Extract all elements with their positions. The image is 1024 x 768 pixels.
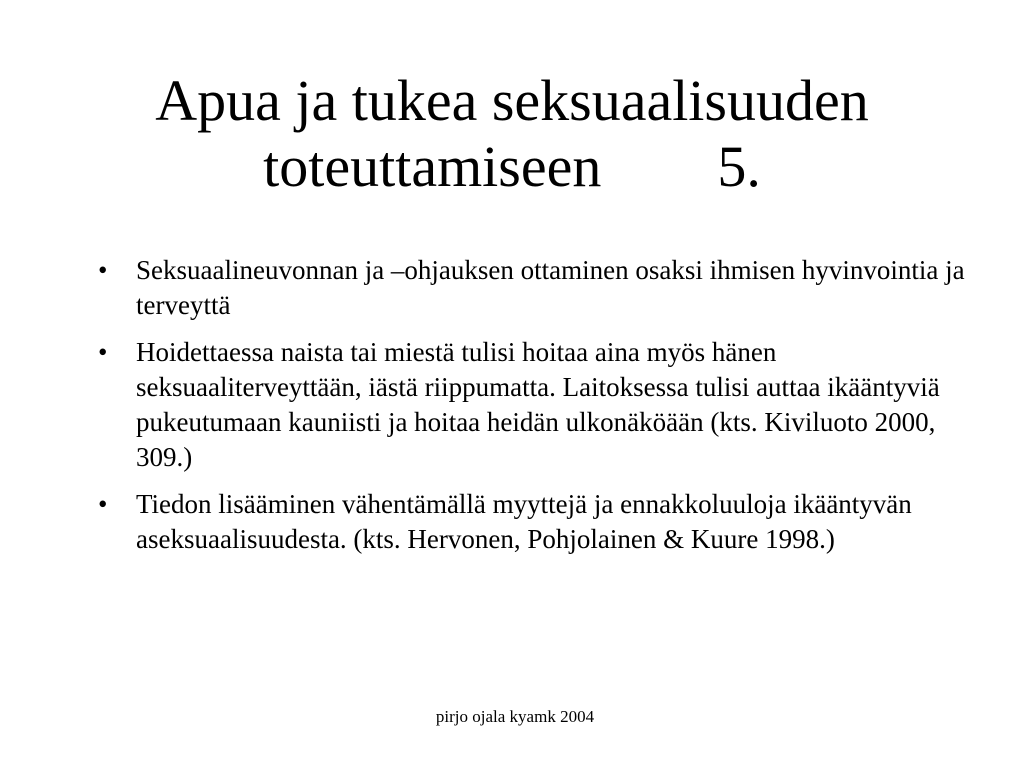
bullet-marker-1: • [98,255,108,285]
bullet-marker-2: • [98,337,108,367]
bullet-item-2 [98,335,978,475]
bullet-list [98,253,978,569]
bullet-text-3: Tiedon lisääminen vähentämällä myyttejä ja ennakkoluuloja ikääntyvän aseksuaalisuudesta. (kts. Hervonen, Pohjolainen & Kuure 1998.) [136,489,912,554]
bullet-item-1 [98,253,978,323]
slide-title [60,68,964,200]
slide-title-line-2: toteuttamiseen 5. [263,134,761,199]
slide-footer: pirjo ojala kyamk 2004 [435,707,595,726]
slide-title-line-1: Apua ja tukea seksuaalisuuden [155,68,869,133]
bullet-text-2: Hoidettaessa naista tai miestä tulisi hoitaa aina myös hänen seksuaaliterveyttään, iästä riippumatta. Laitoksessa tulisi auttaa ikääntyviä pukeutumaan kauniisti ja hoitaa heidän ulkonäköään (kts. Kiviluoto 2000, 309.) [136,337,940,472]
bullet-item-3 [98,487,978,557]
bullet-text-1: Seksuaalineuvonnan ja –ohjauksen ottaminen osaksi ihmisen hyvinvointia ja terveyttä [136,255,965,320]
bullet-marker-3: • [98,489,108,519]
